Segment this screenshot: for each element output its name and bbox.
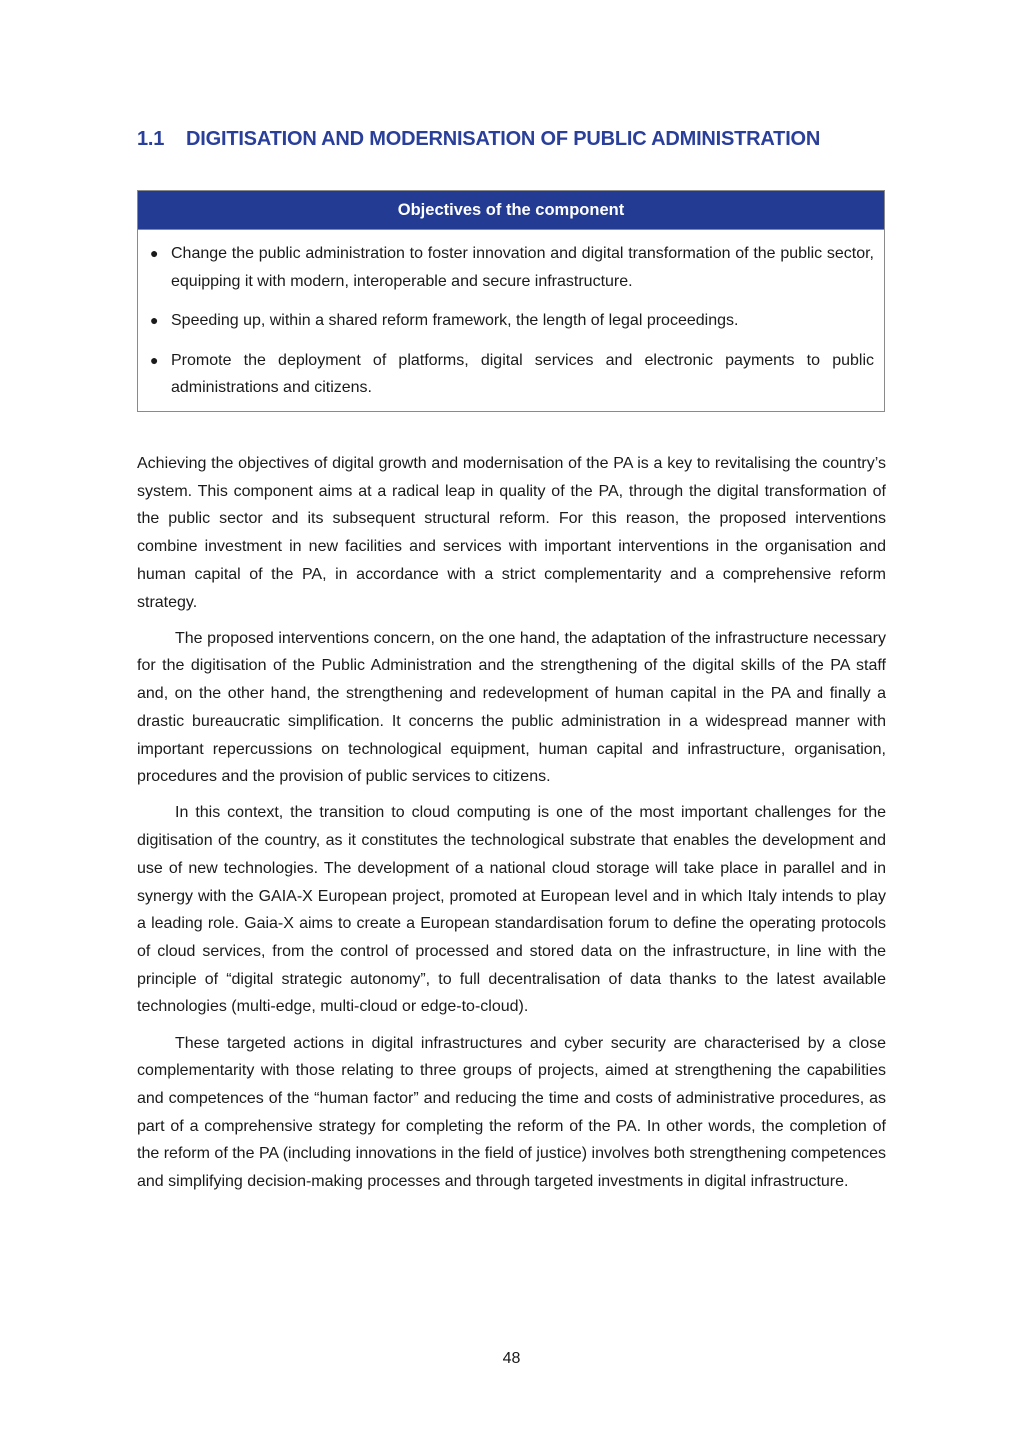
- objectives-list: [138, 230, 884, 402]
- bullet-dot-icon: ●: [150, 245, 159, 261]
- body-paragraph: In this context, the transition to cloud computing is one of the most important challenges for the digitisation of the country, as it constitutes the technological substrate that enables the development and use of new technologies. The development of a national cloud storage will take place in parallel and in synergy with the GAIA-X European project, promoted at European level and in which Italy intends to play a leading role. Gaia-X aims to create a European standardisation forum to define the operating protocols of cloud services, from the control of processed and stored data on the infrastructure, in line with the principle of “digital strategic autonomy”, to full decentralisation of data thanks to the latest available technologies (multi-edge, multi-cloud or edge-to-cloud).: [137, 804, 886, 1016]
- objective-item: [148, 240, 874, 295]
- objective-text: Speeding up, within a shared reform framework, the length of legal proceedings.: [171, 312, 739, 329]
- objective-text: Change the public administration to foster innovation and digital transformation of the public sector, equipping it with modern, interoperable and secure infrastructure.: [171, 245, 874, 290]
- section-number: 1.1: [137, 128, 165, 150]
- objective-text: Promote the deployment of platforms, digital services and electronic payments to public administrations and citizens.: [171, 351, 874, 396]
- body-text: [137, 450, 886, 1204]
- body-paragraph: The proposed interventions concern, on the one hand, the adaptation of the infrastructure necessary for the digitisation of the Public Administration and the strengthening of the digital skills of the PA staff and, on the other hand, the strengthening and redevelopment of human capital in the PA and finally a drastic bureaucratic simplification. It concerns the public administration in a widespread manner with important repercussions on technological equipment, human capital and infrastructure, organisation, procedures and the provision of public services to citizens.: [137, 629, 886, 786]
- objectives-box: [137, 190, 885, 412]
- section-heading: [137, 126, 897, 152]
- body-paragraph: Achieving the objectives of digital growth and modernisation of the PA is a key to revitalising the country’s system. This component aims at a radical leap in quality of the PA, through the digital transformation of the public sector and its subsequent structural reform. For this reason, the proposed interventions combine investment in new facilities and services with important interventions in the organisation and human capital of the PA, in accordance with a strict complementarity and a comprehensive reform strategy.: [137, 455, 886, 611]
- objectives-header: Objectives of the component: [138, 191, 884, 230]
- page-number: 48: [502, 1350, 521, 1367]
- body-paragraph: These targeted actions in digital infrastructures and cyber security are characterised by a close complementarity with those relating to three groups of projects, aimed at strengthening the capabilities and competences of the “human factor” and reducing the time and costs of administrative procedures, as part of a comprehensive strategy for completing the reform of the PA. In other words, the completion of the reform of the PA (including innovations in the field of justice) involves both strengthening competences and simplifying decision-making processes and through targeted investments in digital infrastructure.: [137, 1034, 886, 1191]
- bullet-dot-icon: ●: [150, 312, 159, 328]
- objective-item: [148, 347, 874, 402]
- bullet-dot-icon: ●: [150, 351, 159, 368]
- section-title: DIGITISATION AND MODERNISATION OF PUBLIC ADMINISTRATION: [186, 128, 821, 150]
- objective-item: [148, 307, 874, 335]
